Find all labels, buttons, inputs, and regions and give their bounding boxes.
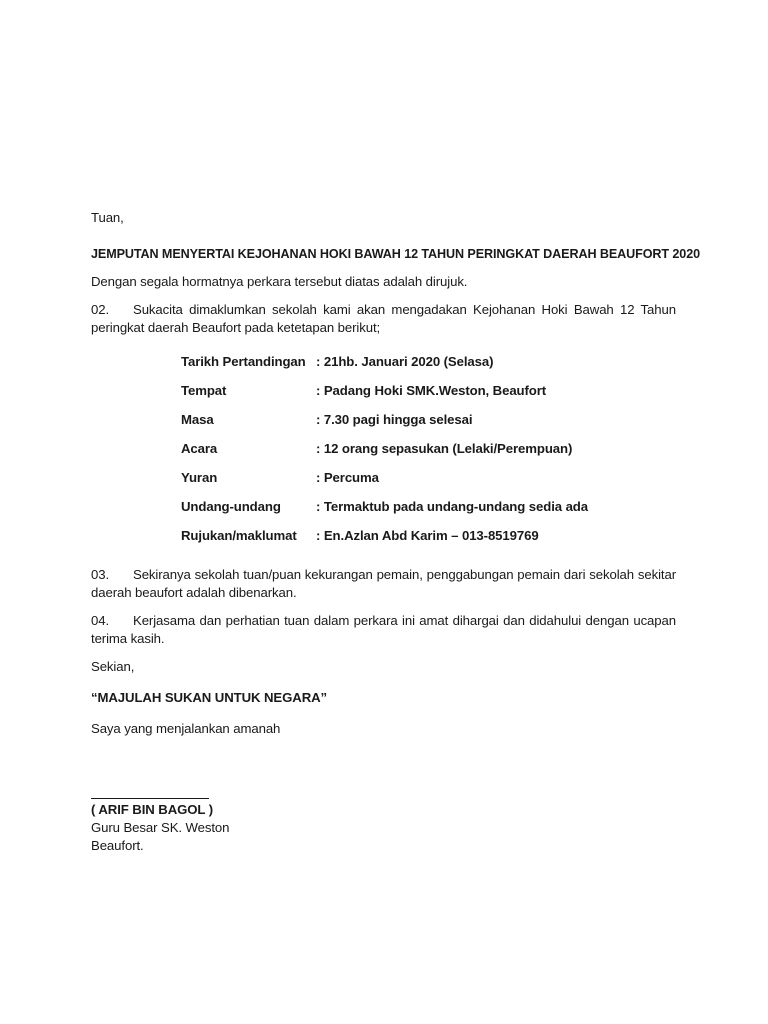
salutation: Tuan, (91, 210, 124, 225)
detail-value: : Padang Hoki SMK.Weston, Beaufort (316, 383, 547, 398)
detail-label: Rujukan/maklumat (181, 528, 297, 543)
detail-row-time (181, 411, 676, 440)
detail-value: : 12 orang sepasukan (Lelaki/Perempuan) (316, 441, 573, 456)
signoff: Saya yang menjalankan amanah (91, 721, 281, 736)
subject-text: JEMPUTAN MENYERTAI KEJOHANAN HOKI BAWAH 12 TAHUN PERINGKAT DAERAH BEAUFORT 2020 (91, 247, 701, 261)
paragraph-04 (91, 612, 676, 648)
paragraph-number: 04. (91, 613, 110, 628)
letter-body (91, 209, 701, 855)
paragraph-number: 03. (91, 567, 110, 582)
paragraph-02 (91, 301, 676, 337)
event-details (181, 353, 676, 556)
closing: Sekian, (91, 659, 135, 674)
detail-label: Acara (181, 441, 218, 456)
signature-block (91, 784, 676, 855)
signature-line (91, 784, 209, 799)
signatory-place: Beaufort. (91, 838, 144, 853)
detail-row-venue (181, 382, 676, 411)
slogan (91, 689, 676, 707)
detail-value: : En.Azlan Abd Karim – 013-8519769 (316, 528, 539, 543)
paragraph-text: Sekiranya sekolah tuan/puan kekurangan pemain, penggabungan pemain dari sekolah sekitar daerah beaufort adalah dibenarkan. (91, 567, 676, 600)
detail-value: : Percuma (316, 470, 379, 485)
detail-value: : Termaktub pada undang-undang sedia ada (316, 499, 588, 514)
paragraph-number: 02. (91, 302, 110, 317)
paragraph-text: Sukacita dimaklumkan sekolah kami akan mengadakan Kejohanan Hoki Bawah 12 Tahun peringkat daerah Beaufort pada ketetapan berikut; (91, 302, 676, 335)
detail-label: Yuran (181, 470, 218, 485)
slogan-text: “MAJULAH SUKAN UNTUK NEGARA” (91, 690, 328, 705)
detail-value: : 21hb. Januari 2020 (Selasa) (316, 354, 494, 369)
letter-subject (91, 245, 701, 263)
detail-row-rules (181, 498, 676, 527)
detail-row-event (181, 440, 676, 469)
detail-label: Tempat (181, 383, 227, 398)
signatory-name: ( ARIF BIN BAGOL ) (91, 802, 214, 817)
detail-value: : 7.30 pagi hingga selesai (316, 412, 473, 427)
detail-row-date (181, 353, 676, 382)
intro-paragraph: Dengan segala hormatnya perkara tersebut diatas adalah dirujuk. (91, 274, 468, 289)
detail-row-fee (181, 469, 676, 498)
signatory-title: Guru Besar SK. Weston (91, 820, 230, 835)
detail-label: Masa (181, 412, 214, 427)
detail-row-contact (181, 527, 676, 556)
paragraph-03 (91, 566, 676, 602)
detail-label: Undang-undang (181, 499, 281, 514)
detail-label: Tarikh Pertandingan (181, 354, 306, 369)
paragraph-text: Kerjasama dan perhatian tuan dalam perkara ini amat dihargai dan didahului dengan ucapan terima kasih. (91, 613, 676, 646)
